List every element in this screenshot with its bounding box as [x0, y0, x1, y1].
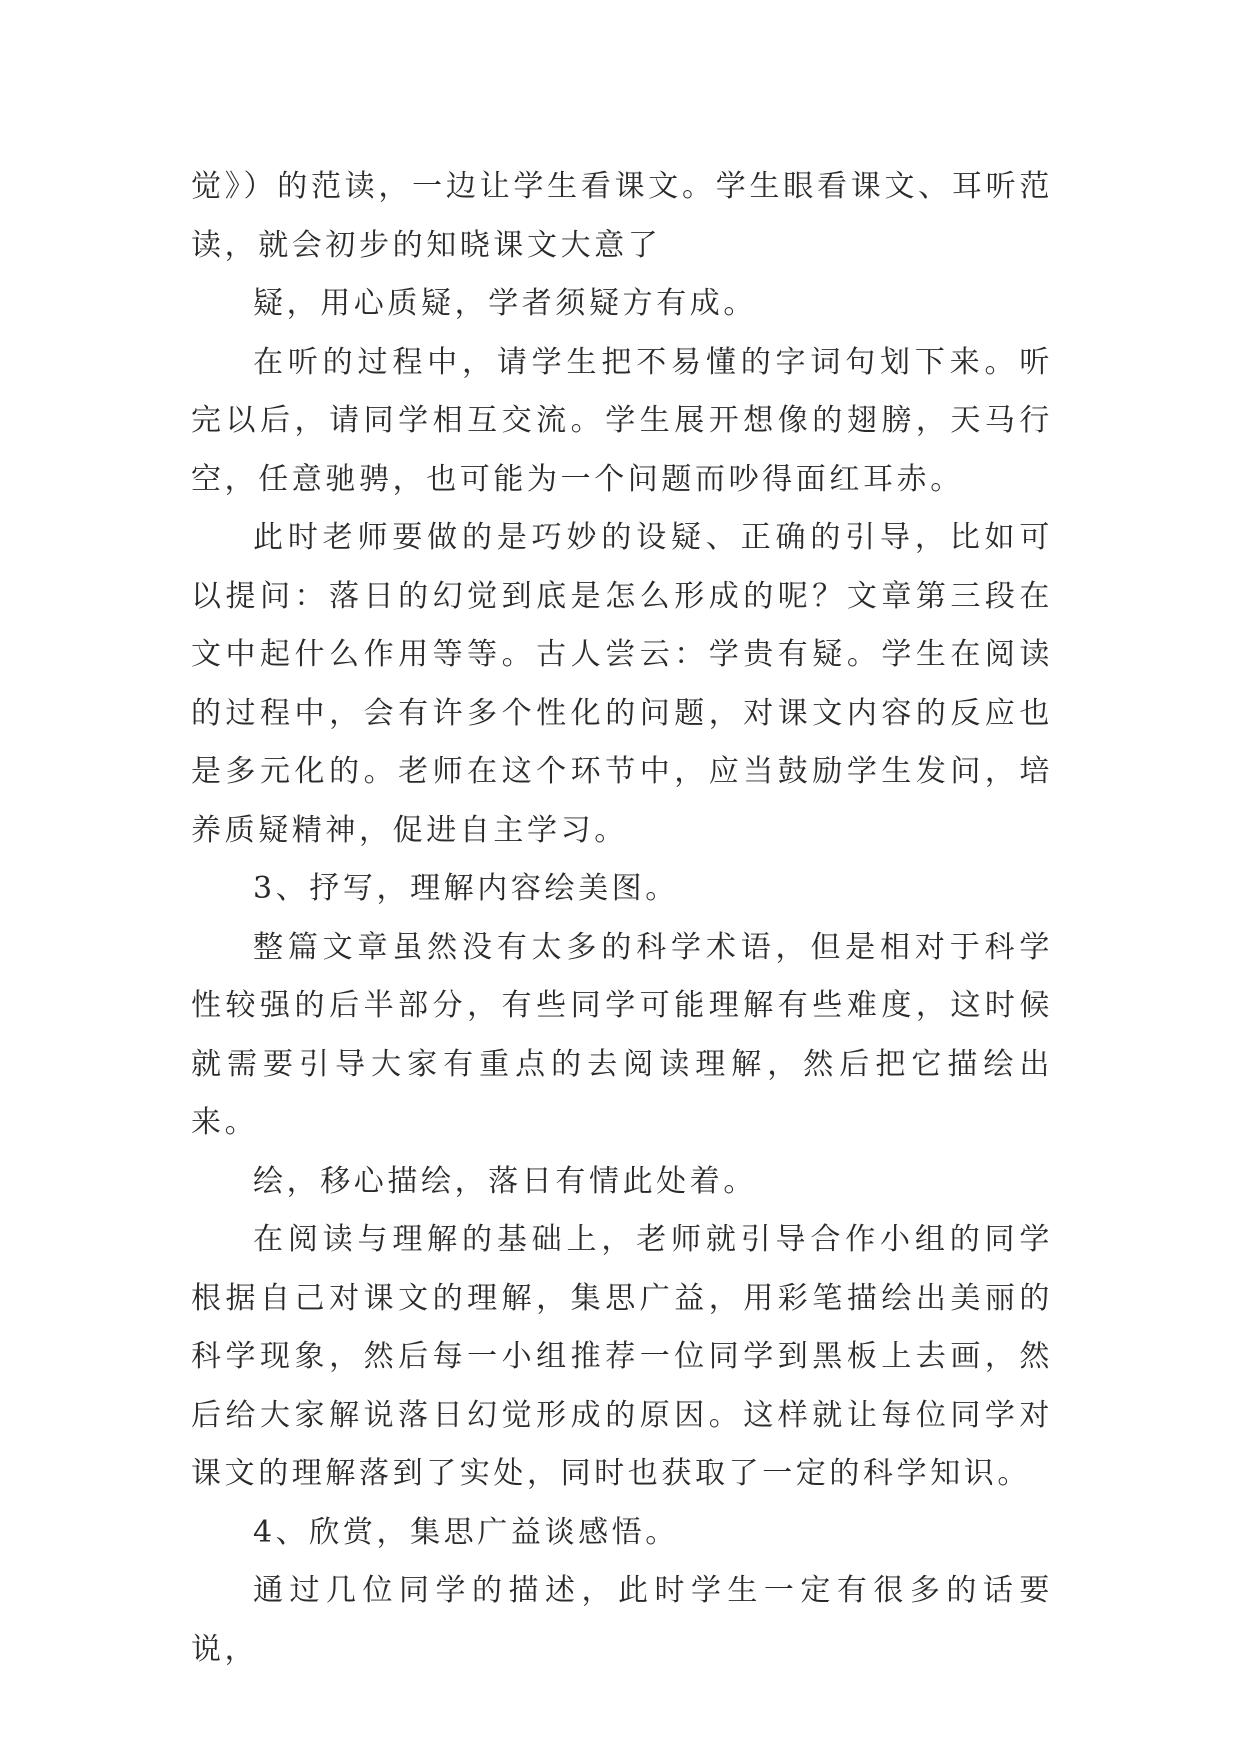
paragraph-3: 在听的过程中，请学生把不易懂的字词句划下来。听完以后，请同学相互交流。学生展开想像的翅膀，天马行空，任意驰骋，也可能为一个问题而吵得面红耳赤。 — [191, 344, 1053, 497]
paragraph-10: 通过几位同学的描述，此时学生一定有很多的话要说， — [191, 1573, 1053, 1667]
paragraph-4: 此时老师要做的是巧妙的设疑、正确的引导，比如可以提问：落日的幻觉到底是怎么形成的呢？文章第三段在文中起什么作用等等。古人尝云：学贵有疑。学生在阅读的过程中，会有许多个性化的问题，对课文内容的反应也是多元化的。老师在这个环节中，应当鼓励学生发问，培养质疑精神，促进自主学习。 — [191, 520, 1053, 848]
paragraph-2: 疑，用心质疑，学者须疑方有成。 — [253, 286, 757, 321]
document-body — [191, 158, 1053, 1679]
paragraph-7: 绘，移心描绘，落日有情此处着。 — [253, 1163, 757, 1199]
paragraph-5: 3、抒写，理解内容绘美图。 — [253, 871, 679, 906]
paragraph-6: 整篇文章虽然没有太多的科学术语，但是相对于科学性较强的后半部分，有些同学可能理解有些难度，这时候就需要引导大家有重点的去阅读理解，然后把它描绘出来。 — [191, 929, 1053, 1140]
paragraph-8: 在阅读与理解的基础上，老师就引导合作小组的同学根据自己对课文的理解，集思广益，用彩笔描绘出美丽的科学现象，然后每一小组推荐一位同学到黑板上去画，然后给大家解说落日幻觉形成的原因。这样就让每位同学对课文的理解落到了实处，同时也获取了一定的科学知识。 — [191, 1222, 1053, 1491]
paragraph-9: 4、欣赏，集思广益谈感悟。 — [253, 1514, 679, 1550]
paragraph-1: 觉》）的范读，一边让学生看课文。学生眼看课文、耳听范读，就会初步的知晓课文大意了 — [191, 169, 1053, 263]
